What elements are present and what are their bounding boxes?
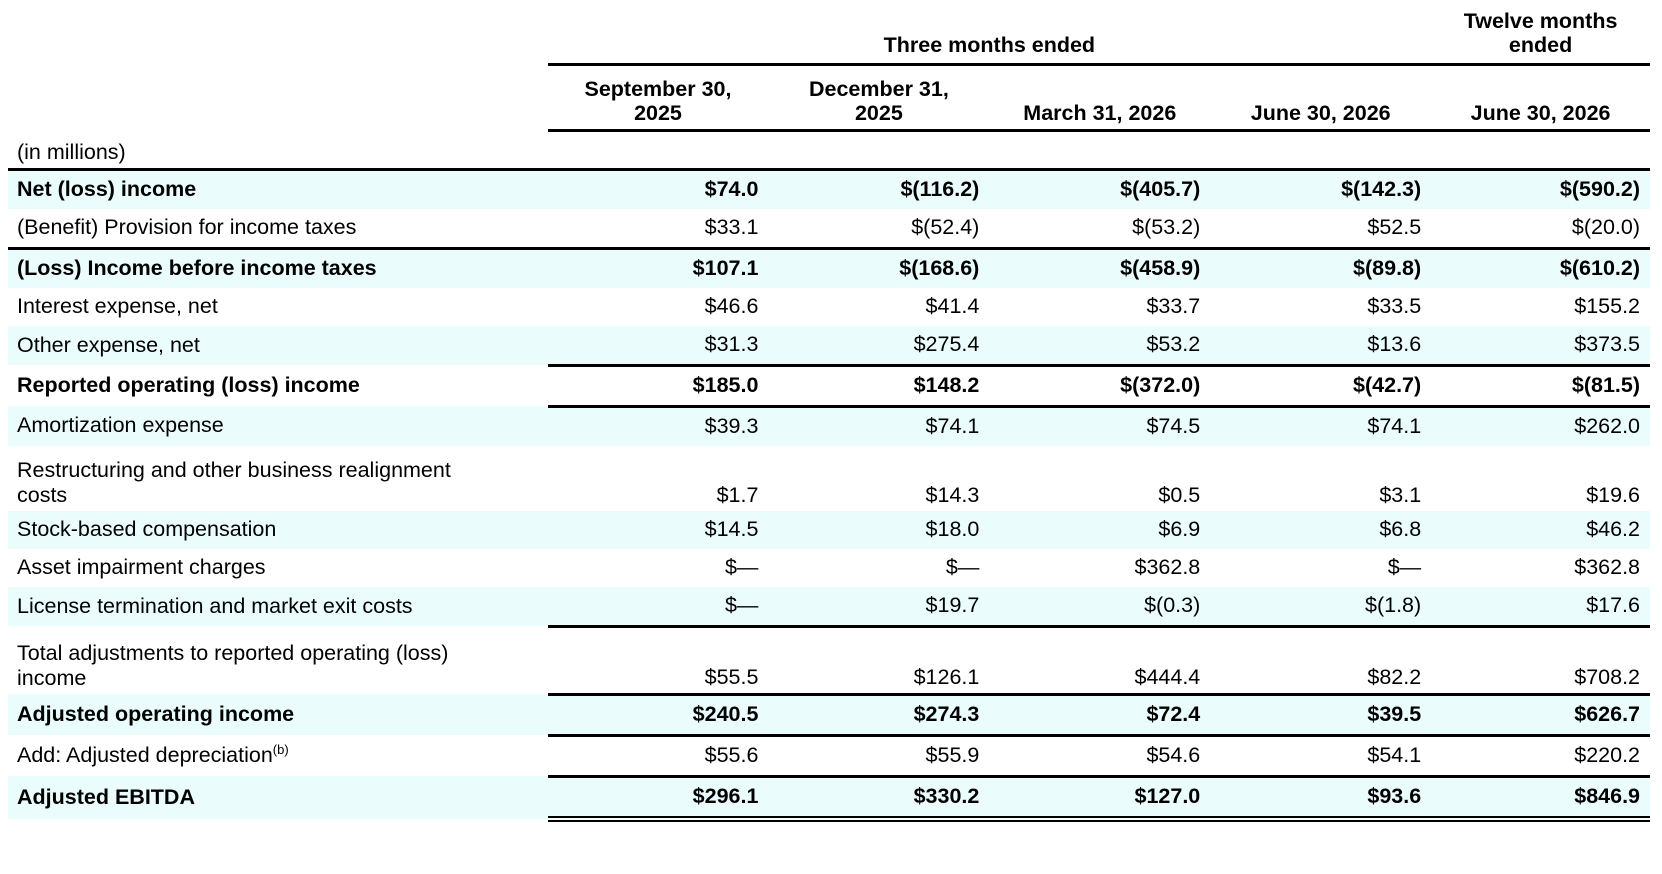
cell-value: $33.5	[1367, 294, 1422, 318]
cell-value: $—	[724, 555, 759, 579]
table-row	[8, 288, 1650, 326]
table-row	[8, 626, 1650, 694]
cell-value: $19.7	[768, 587, 989, 627]
cell-value: $362.8	[1574, 555, 1640, 579]
column-header-line2: 2025	[854, 100, 903, 125]
table-row	[8, 326, 1650, 366]
row-label	[8, 735, 548, 776]
table-row	[8, 365, 1650, 406]
table-row	[8, 209, 1650, 249]
cell-value: $(42.7)	[1210, 365, 1431, 406]
adjusted-ebitda-reconciliation-table	[8, 0, 1650, 822]
row-label: Amortization expense	[8, 406, 548, 446]
cell-value: $(89.8)	[1210, 248, 1431, 288]
cell-value: $(81.5)	[1431, 365, 1650, 406]
cell-value: $(590.2)	[1431, 169, 1650, 209]
units-row	[8, 130, 1650, 169]
row-label: Adjusted operating income	[8, 694, 548, 735]
cell-value: $220.2	[1431, 735, 1650, 776]
cell-value: $(116.2)	[768, 169, 989, 209]
cell-value: $41.4	[925, 294, 980, 318]
cell-value: $(405.7)	[989, 169, 1210, 209]
cell-value: $14.5	[548, 511, 769, 549]
table-row	[8, 735, 1650, 776]
table-row	[8, 169, 1650, 209]
column-header-line2: March 31, 2026	[1023, 100, 1177, 125]
cell-value: $—	[548, 587, 769, 627]
cell-value: $275.4	[768, 326, 989, 366]
cell-value: $54.6	[989, 735, 1210, 776]
header-columns-row	[8, 64, 1650, 130]
row-label: Reported operating (loss) income	[17, 373, 360, 397]
column-header	[548, 64, 769, 130]
table-row	[8, 248, 1650, 288]
cell-value: $1.7	[716, 482, 759, 507]
column-header	[989, 64, 1210, 130]
table-row	[8, 587, 1650, 627]
table-row	[8, 776, 1650, 819]
cell-value: $(52.4)	[911, 215, 980, 239]
three-months-ended-header: Three months ended	[548, 0, 1432, 64]
cell-value: $82.2	[1210, 626, 1431, 694]
row-label: License termination and market exit costs	[8, 587, 548, 627]
units-label: (in millions)	[8, 130, 1650, 169]
cell-value: $(168.6)	[768, 248, 989, 288]
row-label: Asset impairment charges	[17, 555, 266, 579]
cell-value: $46.2	[1431, 511, 1650, 549]
cell-value: $296.1	[548, 776, 769, 819]
twelve-months-label-line2: ended	[1508, 32, 1573, 57]
column-header	[768, 64, 989, 130]
row-label: Net (loss) income	[8, 169, 548, 209]
cell-value: $46.6	[704, 294, 759, 318]
cell-value: $74.1	[1210, 406, 1431, 446]
cell-value: $31.3	[548, 326, 769, 366]
cell-value: $444.4	[989, 626, 1210, 694]
cell-value: $13.6	[1210, 326, 1431, 366]
cell-value: $18.0	[768, 511, 989, 549]
row-label: (Loss) Income before income taxes	[8, 248, 548, 288]
row-label: (Benefit) Provision for income taxes	[17, 215, 357, 239]
cell-value: $74.1	[768, 406, 989, 446]
header-group-row	[8, 0, 1650, 64]
cell-value: $330.2	[768, 776, 989, 819]
cell-value: $0.5	[1158, 482, 1201, 507]
cell-value: $14.3	[925, 482, 980, 507]
cell-value: $55.6	[548, 735, 769, 776]
cell-value: $(20.0)	[1571, 215, 1640, 239]
row-label	[8, 626, 548, 694]
cell-value: $(610.2)	[1431, 248, 1650, 288]
row-label-line2: income	[17, 666, 87, 690]
column-header-line2: June 30, 2026	[1470, 100, 1611, 125]
cell-value: $72.4	[989, 694, 1210, 735]
column-header-line2: June 30, 2026	[1250, 100, 1391, 125]
cell-value: $6.8	[1210, 511, 1431, 549]
table-row	[8, 511, 1650, 549]
cell-value: $(0.3)	[989, 587, 1210, 627]
cell-value: $(142.3)	[1210, 169, 1431, 209]
cell-value: $39.3	[548, 406, 769, 446]
row-label-text: Add: Adjusted depreciation	[17, 743, 273, 767]
twelve-months-ended-header	[1431, 0, 1650, 64]
table-row	[8, 694, 1650, 735]
cell-value: $55.9	[768, 735, 989, 776]
cell-value: $3.1	[1379, 482, 1422, 507]
cell-value: $(372.0)	[989, 365, 1210, 406]
cell-value: $(53.2)	[1132, 215, 1201, 239]
cell-value: $185.0	[548, 365, 769, 406]
cell-value: $74.0	[548, 169, 769, 209]
cell-value: $52.5	[1367, 215, 1422, 239]
cell-value: $39.5	[1210, 694, 1431, 735]
cell-value: $—	[945, 555, 980, 579]
column-header-line1: December 31,	[808, 76, 949, 101]
cell-value: $33.7	[1146, 294, 1201, 318]
table-row	[8, 549, 1650, 587]
row-label: Adjusted EBITDA	[8, 776, 548, 819]
table-row	[8, 446, 1650, 511]
row-label-line1: Restructuring and other business realignment	[17, 457, 451, 482]
cell-value: $93.6	[1210, 776, 1431, 819]
column-header-line1: September 30,	[584, 76, 732, 101]
cell-value: $33.1	[704, 215, 759, 239]
row-label: Interest expense, net	[17, 294, 218, 318]
cell-value: $127.0	[989, 776, 1210, 819]
cell-value: $362.8	[1134, 555, 1201, 579]
column-header	[1210, 64, 1431, 130]
cell-value: $53.2	[989, 326, 1210, 366]
cell-value: $262.0	[1431, 406, 1650, 446]
column-header-line2: 2025	[634, 100, 682, 125]
cell-value: $19.6	[1586, 482, 1640, 507]
cell-value: $373.5	[1431, 326, 1650, 366]
cell-value: $274.3	[768, 694, 989, 735]
row-label: Other expense, net	[8, 326, 548, 366]
row-label-line1: Total adjustments to reported operating (loss)	[17, 641, 449, 665]
twelve-months-label-line1: Twelve months	[1463, 8, 1618, 33]
cell-value: $(1.8)	[1210, 587, 1431, 627]
cell-value: $708.2	[1431, 626, 1650, 694]
cell-value: $55.5	[548, 626, 769, 694]
footnote-marker: (b)	[272, 741, 289, 757]
cell-value: $626.7	[1431, 694, 1650, 735]
table-row	[8, 406, 1650, 446]
cell-value: $148.2	[768, 365, 989, 406]
cell-value: $—	[1387, 555, 1422, 579]
row-label-line2: costs	[17, 482, 68, 507]
cell-value: $846.9	[1431, 776, 1650, 819]
cell-value: $240.5	[548, 694, 769, 735]
cell-value: $54.1	[1210, 735, 1431, 776]
cell-value: $(458.9)	[989, 248, 1210, 288]
cell-value: $6.9	[989, 511, 1210, 549]
cell-value: $17.6	[1431, 587, 1650, 627]
row-label: Stock-based compensation	[8, 511, 548, 549]
column-header	[1431, 64, 1650, 130]
cell-value: $107.1	[548, 248, 769, 288]
cell-value: $74.5	[989, 406, 1210, 446]
row-label	[8, 446, 548, 511]
cell-value: $155.2	[1574, 294, 1640, 318]
cell-value: $126.1	[768, 626, 989, 694]
